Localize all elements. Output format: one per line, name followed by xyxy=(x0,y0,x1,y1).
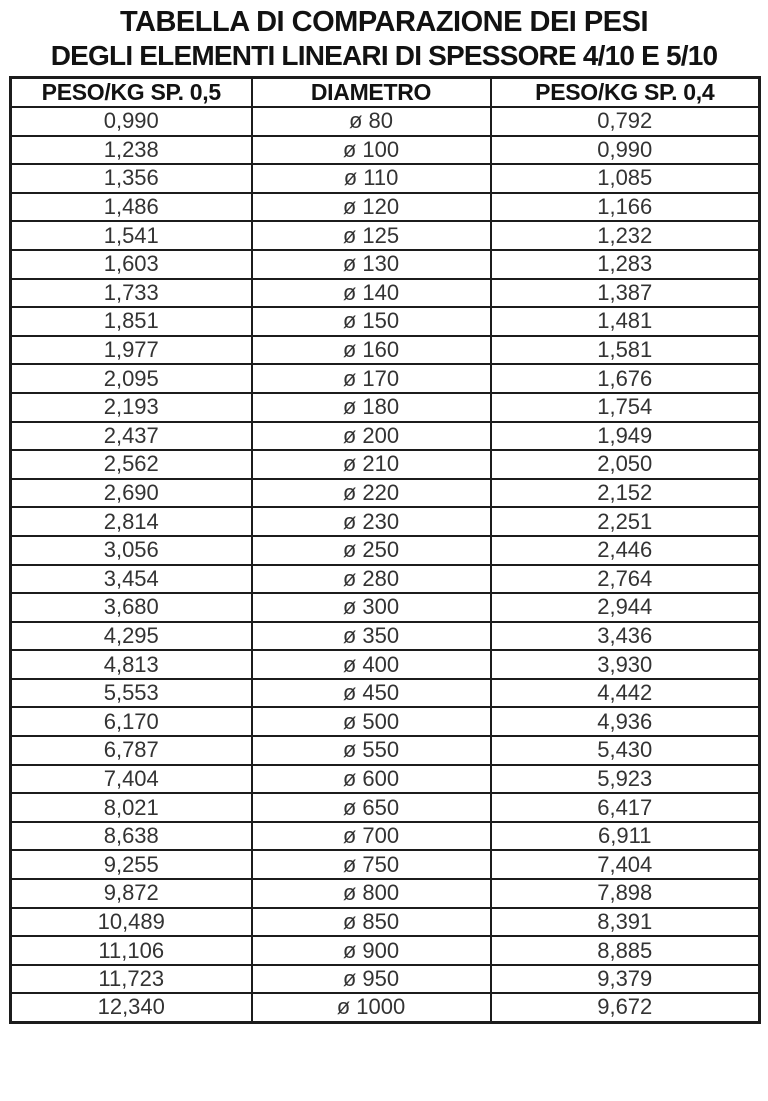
cell-diametro: ø 800 xyxy=(252,879,491,908)
table-row xyxy=(11,822,760,851)
cell-diametro: ø 250 xyxy=(252,536,491,565)
cell-peso-sp05: 5,553 xyxy=(11,679,252,708)
cell-diametro: ø 120 xyxy=(252,193,491,222)
cell-peso-sp05: 2,437 xyxy=(11,422,252,451)
cell-peso-sp05: 9,872 xyxy=(11,879,252,908)
cell-diametro: ø 140 xyxy=(252,279,491,308)
cell-peso-sp05: 2,095 xyxy=(11,364,252,393)
cell-peso-sp05: 9,255 xyxy=(11,850,252,879)
cell-peso-sp05: 4,295 xyxy=(11,622,252,651)
cell-peso-sp05: 7,404 xyxy=(11,765,252,794)
table-row xyxy=(11,707,760,736)
table-row xyxy=(11,450,760,479)
cell-diametro: ø 700 xyxy=(252,822,491,851)
cell-peso-sp04: 5,923 xyxy=(491,765,760,794)
cell-peso-sp05: 1,733 xyxy=(11,279,252,308)
table-row xyxy=(11,736,760,765)
cell-peso-sp04: 2,251 xyxy=(491,507,760,536)
cell-peso-sp04: 1,676 xyxy=(491,364,760,393)
cell-diametro: ø 650 xyxy=(252,793,491,822)
cell-peso-sp05: 12,340 xyxy=(11,993,252,1022)
cell-diametro: ø 400 xyxy=(252,650,491,679)
cell-peso-sp04: 3,930 xyxy=(491,650,760,679)
table-row xyxy=(11,479,760,508)
cell-diametro: ø 130 xyxy=(252,250,491,279)
cell-diametro: ø 850 xyxy=(252,908,491,937)
table-row xyxy=(11,565,760,594)
cell-peso-sp05: 1,603 xyxy=(11,250,252,279)
cell-diametro: ø 80 xyxy=(252,107,491,136)
cell-peso-sp05: 1,356 xyxy=(11,164,252,193)
cell-peso-sp04: 0,792 xyxy=(491,107,760,136)
cell-diametro: ø 110 xyxy=(252,164,491,193)
table-row xyxy=(11,307,760,336)
cell-peso-sp05: 2,562 xyxy=(11,450,252,479)
cell-peso-sp05: 2,193 xyxy=(11,393,252,422)
comparison-table xyxy=(9,76,761,1024)
cell-peso-sp05: 1,977 xyxy=(11,336,252,365)
table-row xyxy=(11,765,760,794)
cell-peso-sp05: 1,541 xyxy=(11,221,252,250)
table-row xyxy=(11,850,760,879)
cell-peso-sp04: 2,050 xyxy=(491,450,760,479)
cell-peso-sp04: 1,085 xyxy=(491,164,760,193)
table-row xyxy=(11,422,760,451)
cell-peso-sp04: 9,379 xyxy=(491,965,760,994)
cell-peso-sp05: 8,638 xyxy=(11,822,252,851)
table-header-row xyxy=(11,78,760,108)
table-row xyxy=(11,965,760,994)
cell-diametro: ø 200 xyxy=(252,422,491,451)
table-row xyxy=(11,622,760,651)
cell-peso-sp04: 3,436 xyxy=(491,622,760,651)
cell-peso-sp05: 8,021 xyxy=(11,793,252,822)
page-title-line1: TABELLA DI COMPARAZIONE DEI PESI xyxy=(119,6,649,38)
cell-peso-sp04: 4,936 xyxy=(491,707,760,736)
cell-diametro: ø 300 xyxy=(252,593,491,622)
table-row xyxy=(11,250,760,279)
cell-diametro: ø 160 xyxy=(252,336,491,365)
table-row xyxy=(11,164,760,193)
cell-diametro: ø 900 xyxy=(252,936,491,965)
cell-diametro: ø 950 xyxy=(252,965,491,994)
cell-peso-sp05: 2,690 xyxy=(11,479,252,508)
table-row xyxy=(11,136,760,165)
cell-peso-sp04: 9,672 xyxy=(491,993,760,1022)
cell-peso-sp04: 1,166 xyxy=(491,193,760,222)
table-row xyxy=(11,193,760,222)
cell-peso-sp05: 3,680 xyxy=(11,593,252,622)
cell-diametro: ø 125 xyxy=(252,221,491,250)
cell-diametro: ø 350 xyxy=(252,622,491,651)
cell-diametro: ø 280 xyxy=(252,565,491,594)
table-body xyxy=(11,107,760,1022)
table-row xyxy=(11,107,760,136)
cell-peso-sp05: 11,723 xyxy=(11,965,252,994)
cell-diametro: ø 170 xyxy=(252,364,491,393)
table-row xyxy=(11,393,760,422)
cell-peso-sp04: 6,417 xyxy=(491,793,760,822)
cell-peso-sp04: 2,764 xyxy=(491,565,760,594)
table-row xyxy=(11,793,760,822)
table-row xyxy=(11,679,760,708)
table-row xyxy=(11,336,760,365)
table-row xyxy=(11,279,760,308)
cell-peso-sp05: 11,106 xyxy=(11,936,252,965)
cell-peso-sp04: 0,990 xyxy=(491,136,760,165)
cell-peso-sp04: 2,446 xyxy=(491,536,760,565)
cell-peso-sp05: 1,238 xyxy=(11,136,252,165)
cell-peso-sp05: 1,486 xyxy=(11,193,252,222)
cell-peso-sp05: 1,851 xyxy=(11,307,252,336)
cell-diametro: ø 450 xyxy=(252,679,491,708)
cell-peso-sp04: 1,283 xyxy=(491,250,760,279)
cell-peso-sp04: 4,442 xyxy=(491,679,760,708)
cell-peso-sp05: 2,814 xyxy=(11,507,252,536)
cell-peso-sp05: 10,489 xyxy=(11,908,252,937)
cell-diametro: ø 220 xyxy=(252,479,491,508)
cell-peso-sp05: 0,990 xyxy=(11,107,252,136)
cell-diametro: ø 1000 xyxy=(252,993,491,1022)
table-row xyxy=(11,879,760,908)
cell-peso-sp04: 1,232 xyxy=(491,221,760,250)
cell-diametro: ø 210 xyxy=(252,450,491,479)
cell-peso-sp04: 1,949 xyxy=(491,422,760,451)
cell-diametro: ø 180 xyxy=(252,393,491,422)
cell-peso-sp04: 2,944 xyxy=(491,593,760,622)
cell-diametro: ø 750 xyxy=(252,850,491,879)
table-row xyxy=(11,364,760,393)
cell-peso-sp05: 6,787 xyxy=(11,736,252,765)
cell-peso-sp05: 6,170 xyxy=(11,707,252,736)
cell-diametro: ø 600 xyxy=(252,765,491,794)
table-row xyxy=(11,593,760,622)
page-title-line2: DEGLI ELEMENTI LINEARI DI SPESSORE 4/10 E 5/10 xyxy=(50,40,718,71)
page-title xyxy=(0,0,768,73)
cell-diametro: ø 230 xyxy=(252,507,491,536)
cell-peso-sp04: 8,391 xyxy=(491,908,760,937)
cell-peso-sp05: 4,813 xyxy=(11,650,252,679)
cell-peso-sp04: 7,898 xyxy=(491,879,760,908)
header-peso-sp05: PESO/KG SP. 0,5 xyxy=(11,78,252,108)
cell-peso-sp04: 1,581 xyxy=(491,336,760,365)
header-diametro: DIAMETRO xyxy=(252,78,491,108)
table-row xyxy=(11,507,760,536)
cell-peso-sp04: 2,152 xyxy=(491,479,760,508)
cell-diametro: ø 150 xyxy=(252,307,491,336)
cell-peso-sp04: 7,404 xyxy=(491,850,760,879)
cell-peso-sp04: 1,754 xyxy=(491,393,760,422)
table-row xyxy=(11,908,760,937)
table-row xyxy=(11,650,760,679)
table-row xyxy=(11,936,760,965)
cell-diametro: ø 500 xyxy=(252,707,491,736)
cell-peso-sp04: 1,387 xyxy=(491,279,760,308)
table-row xyxy=(11,221,760,250)
cell-peso-sp04: 1,481 xyxy=(491,307,760,336)
cell-peso-sp04: 6,911 xyxy=(491,822,760,851)
cell-peso-sp05: 3,056 xyxy=(11,536,252,565)
cell-diametro: ø 550 xyxy=(252,736,491,765)
cell-diametro: ø 100 xyxy=(252,136,491,165)
cell-peso-sp04: 8,885 xyxy=(491,936,760,965)
cell-peso-sp05: 3,454 xyxy=(11,565,252,594)
header-peso-sp04: PESO/KG SP. 0,4 xyxy=(491,78,760,108)
table-row xyxy=(11,993,760,1022)
table-row xyxy=(11,536,760,565)
cell-peso-sp04: 5,430 xyxy=(491,736,760,765)
